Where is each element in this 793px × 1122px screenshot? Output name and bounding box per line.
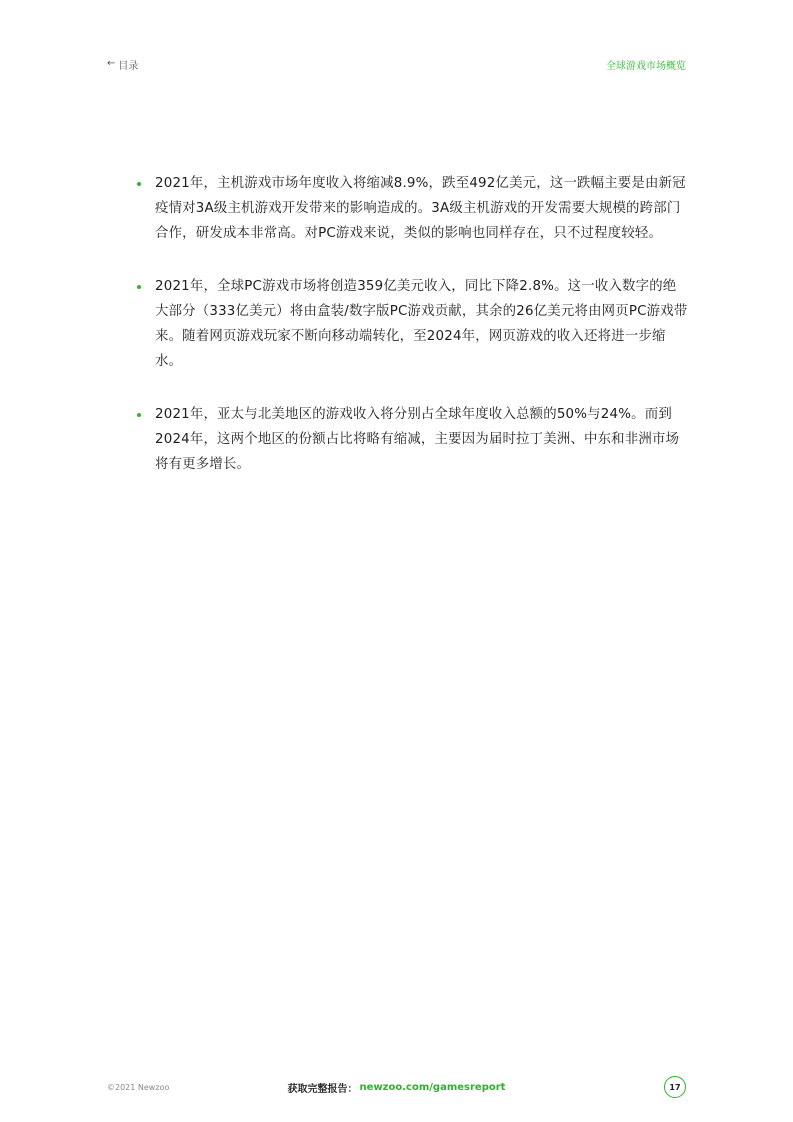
bullet-dot-icon <box>137 285 141 289</box>
cta-label: 获取完整报告： <box>287 1083 358 1095</box>
list-item <box>137 171 689 246</box>
bullet-text: 2021年，亚太与北美地区的游戏收入将分别占全球年度收入总额的50%与24%。而到2024年，这两个地区的份额占比将略有缩减，主要因为届时拉丁美洲、中东和非洲市场将有更多增长。 <box>155 407 680 472</box>
section-title: 全球游戏市场概览 <box>606 60 686 72</box>
page-footer <box>107 1074 686 1100</box>
page-header <box>107 56 686 72</box>
list-item <box>137 402 689 477</box>
copyright: ©2021 Newzoo <box>107 1082 170 1092</box>
page-number: 17 <box>664 1076 686 1098</box>
bullet-list <box>137 171 689 505</box>
bullet-dot-icon <box>137 182 141 186</box>
bullet-text: 2021年，主机游戏市场年度收入将缩减8.9%，跌至492亿美元，这一跌幅主要是由新冠疫情对3A级主机游戏开发带来的影响造成的。3A级主机游戏的开发需要大规模的跨部门合作，研发成本非常高。对PC游戏来说，类似的影响也同样存在，只不过程度较轻。 <box>155 176 686 241</box>
list-item <box>137 274 689 374</box>
toc-label: 目录 <box>118 60 139 72</box>
bullet-dot-icon <box>137 413 141 417</box>
bullet-text: 2021年，全球PC游戏市场将创造359亿美元收入，同比下降2.8%。这一收入数字的绝大部分（333亿美元）将由盒装/数字版PC游戏贡献，其余的26亿美元将由网页PC游戏带来。随着网页游戏玩家不断向移动端转化，至2024年，网页游戏的收入还将进一步缩水。 <box>155 279 688 369</box>
page-number-wrap <box>566 1076 686 1098</box>
report-link[interactable]: newzoo.com/gamesreport <box>359 1081 506 1093</box>
toc-link[interactable] <box>107 57 138 72</box>
back-arrow-icon: ← <box>107 58 116 69</box>
report-cta <box>288 1080 506 1095</box>
